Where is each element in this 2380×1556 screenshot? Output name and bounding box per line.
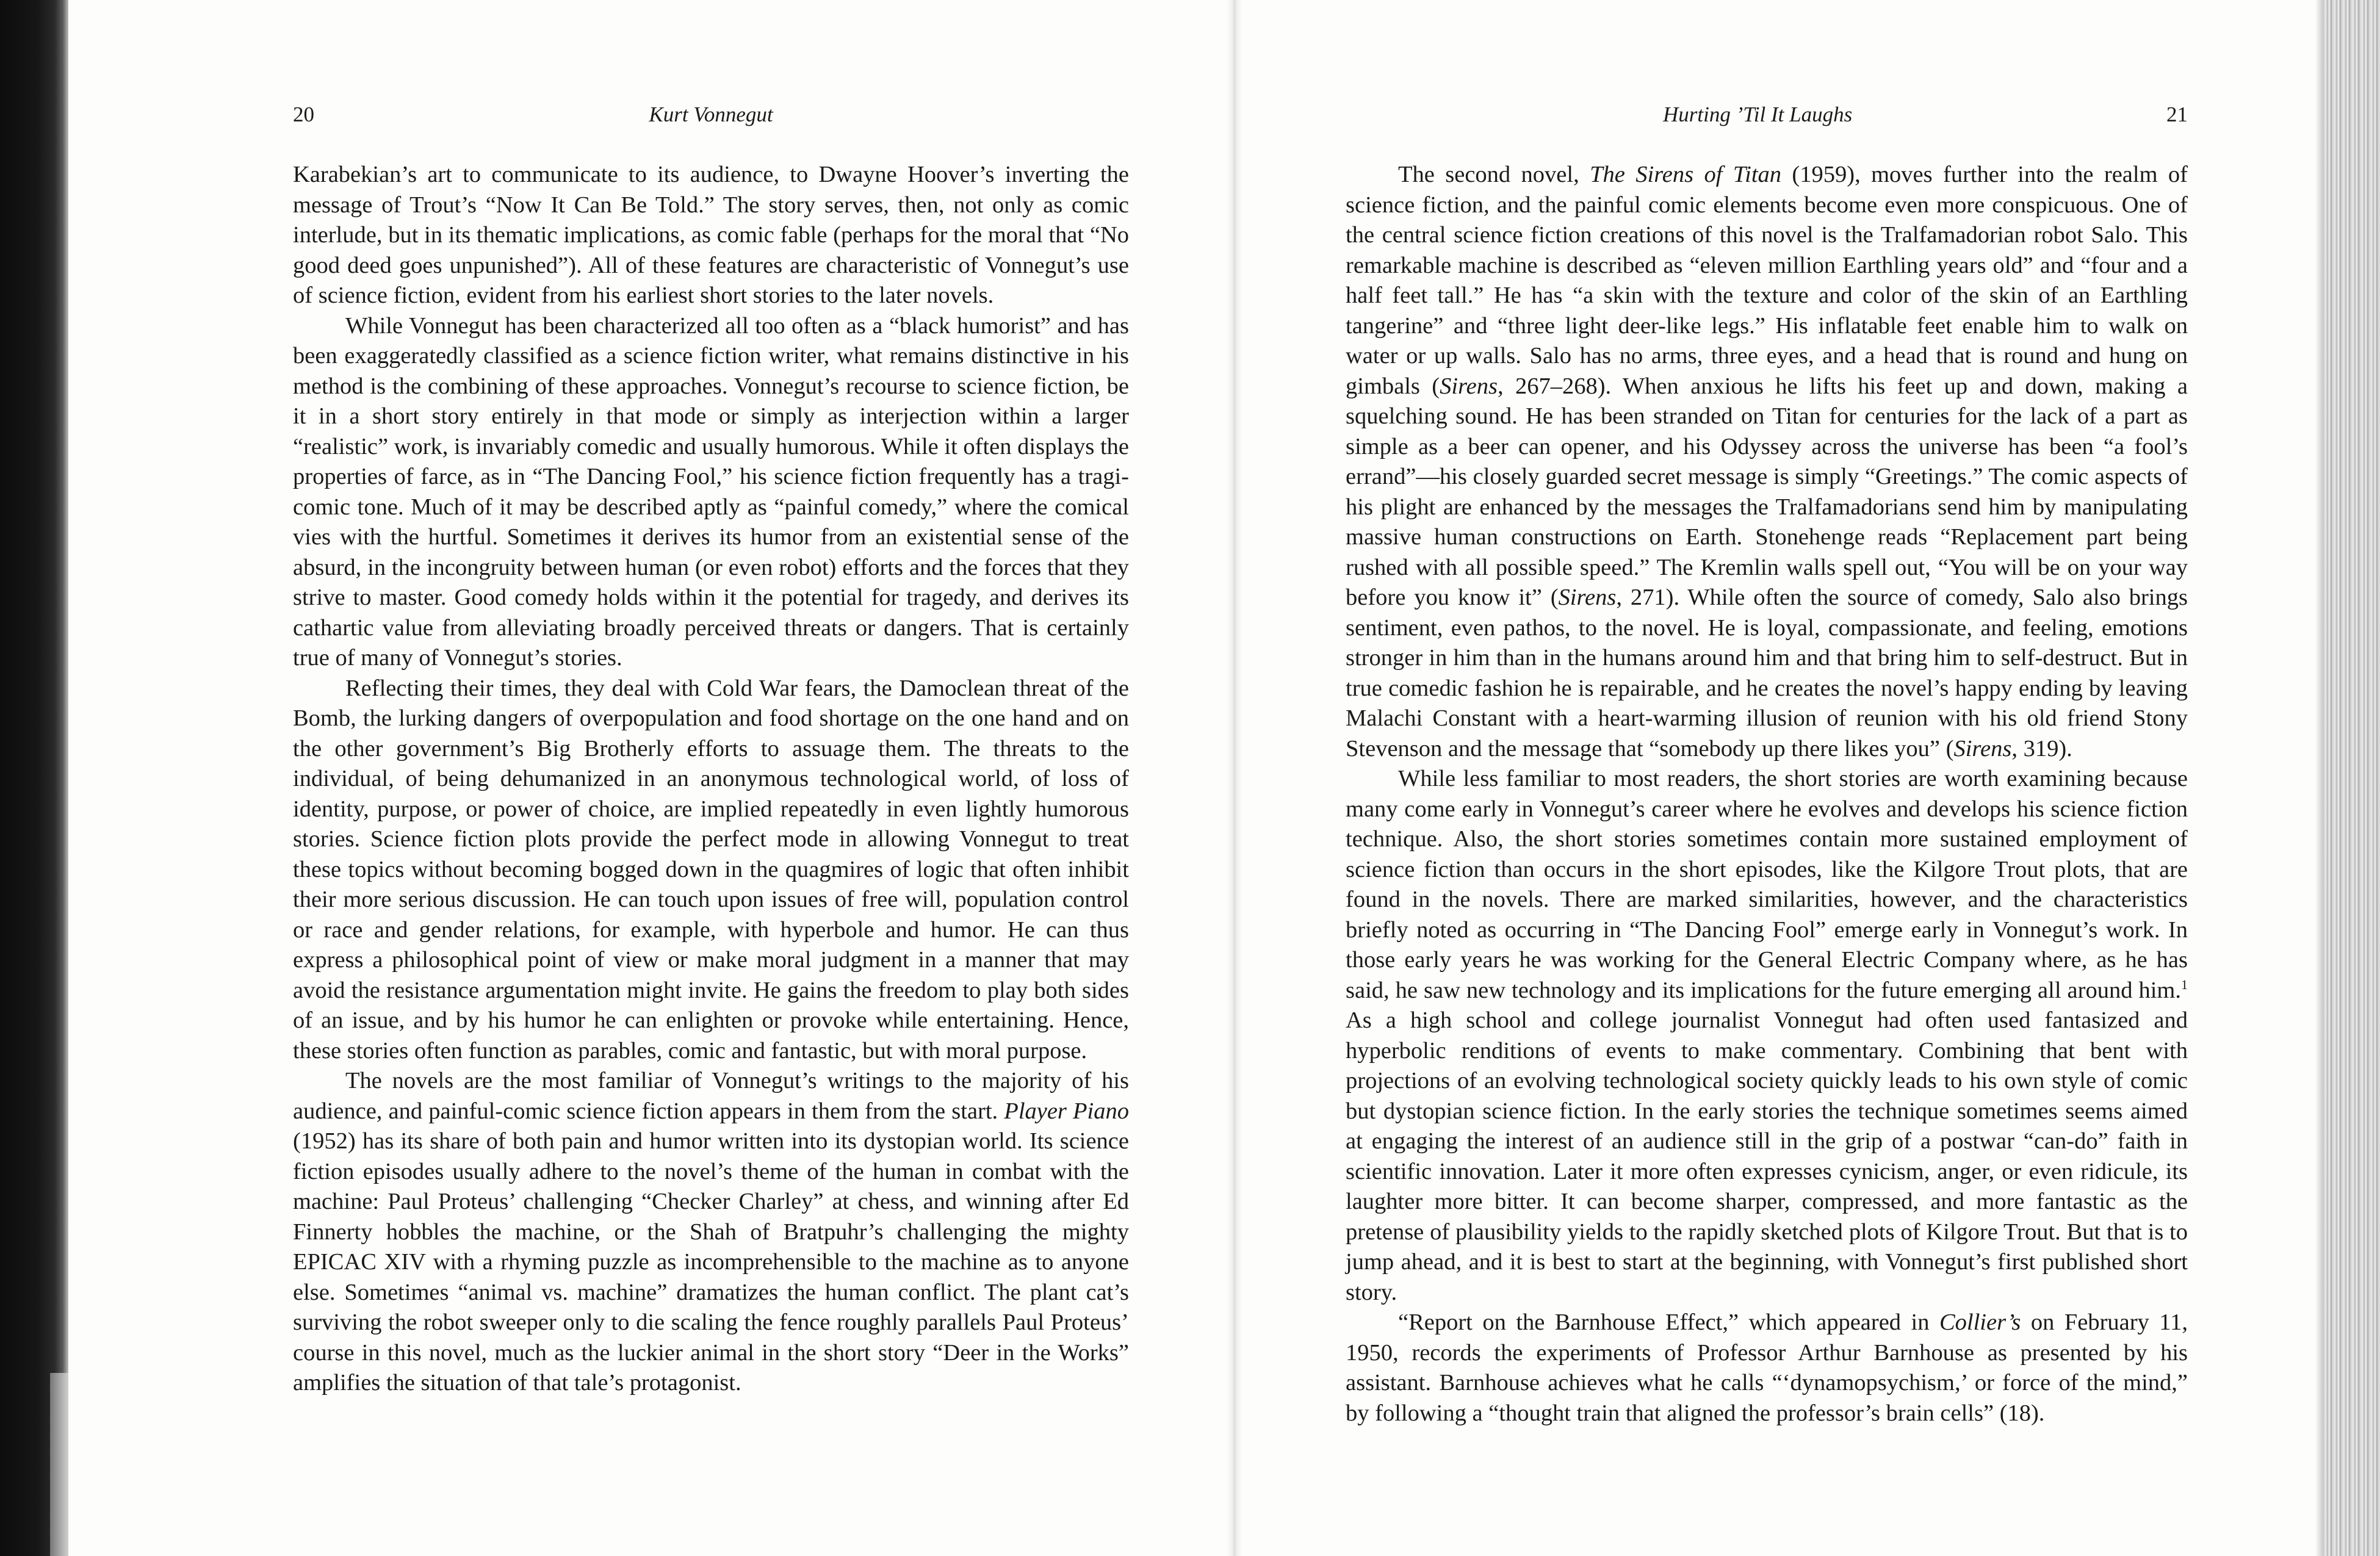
text-run: (1952) has its share of both pain and humor written into its dystopian world. Its science fiction episodes usually adhere to the novel’s theme of the human in combat with the machine: Paul Proteus’ challenging “Checker Charley” at chess, and winning after Ed Finnerty hobbles the machine, or the Shah of Bratpuhr’s challenging the mighty EPICAC XIV with a rhyming puzzle as incomprehensible to the machine as to anyone else. Sometimes “animal vs. machine” dramatizes the human conflict. The plant cat’s surviving the robot sweeper only to die scaling the fence roughly parallels Paul Proteus’ course in this novel, much as the luckier animal in the short story “Deer in the Works” amplifies the situation of that tale’s protagonist. xyxy=(293,1128,1129,1396)
right-paragraph xyxy=(1346,160,2188,764)
right-running-title: Hurting ’Til It Laughs xyxy=(1663,103,1853,126)
book-gutter xyxy=(1227,0,1242,1556)
text-run: on February 11, 1950, records the experiments of Professor Arthur Barnhouse as presented by his assistant. Barnhouse achieves what he calls “‘dynamopsychism,’ or force of the mind,” by following a “thought train that aligned the professor’s brain cells” (18). xyxy=(1346,1309,2188,1426)
right-page-number: 21 xyxy=(2166,103,2188,126)
right-running-head xyxy=(1346,103,2188,133)
italic-title: Player Piano xyxy=(1004,1098,1129,1124)
text-run: The novels are the most familiar of Vonnegut’s writings to the majority of his audience, and painful-comic science fiction appears in them from the start. xyxy=(293,1068,1129,1124)
text-run: , 267–268). When anxious he lifts his feet up and down, making a squelching sound. He has been stranded on Titan for centuries for the lack of a part as simple as a beer can opener, and his Odyssey across the universe has been “a fool’s errand”—his closely guarded secret message is simply “Greetings.” The comic aspects of his plight are enhanced by the messages the Tralfamadorians send him by manipulating massive human constructions on Earth. Stonehenge reads “Replacement part being rushed with all possible speed.” The Kremlin walls spell out, “You will be on your way before you know it” ( xyxy=(1346,373,2188,610)
right-body-text xyxy=(1346,160,2188,1428)
text-run: The second novel, xyxy=(1398,162,1590,187)
right-paragraph xyxy=(1346,1308,2188,1428)
left-body-text xyxy=(293,160,1129,1399)
footnote-marker: 1 xyxy=(2181,976,2188,992)
italic-title: Collier’s xyxy=(1939,1309,2021,1335)
left-running-head xyxy=(293,103,1129,133)
left-paragraph: While Vonnegut has been characterized all too often as a “black humorist” and has been exaggeratedly classified as a science fiction writer, what remains distinctive in his method is the combining of these approaches. Vonnegut’s recourse to science fiction, be it in a short story entirely in that mode or simply as interjection within a larger “realistic” work, is invariably comedic and usually humorous. While it often displays the properties of farce, as in “The Dancing Fool,” his science fiction frequently has a tragi-comic tone. Much of it may be described aptly as “painful comedy,” where the comical vies with the hurtful. Sometimes it derives its humor from an existential sense of the absurd, in the incongruity between human (or even robot) efforts and the forces that they strive to master. Good comedy holds within it the potential for tragedy, and derives its cathartic value from alleviating broadly perceived threats or dangers. That is certainly true of many of Vonnegut’s stories. xyxy=(293,312,1129,671)
left-paragraph xyxy=(293,1066,1129,1399)
page-stack-edge-right xyxy=(2324,0,2380,1556)
left-running-title: Kurt Vonnegut xyxy=(649,103,773,126)
text-run: “Report on the Barnhouse Effect,” which appeared in xyxy=(1398,1309,1939,1335)
left-page xyxy=(293,0,1129,1556)
text-run: , 271). While often the source of comedy, Salo also brings sentiment, even pathos, to the novel. He is loyal, compassionate, and feeling, emotions stronger in him than in the humans around him and that bring him to self-destruct. But in true comedic fashion he is repairable, and he creates the novel’s happy ending by leaving Malachi Constant with a heart-warming illusion of reunion with his old friend Stony Stevenson and the message that “somebody up there likes you” ( xyxy=(1346,585,2188,762)
left-paragraph: Reflecting their times, they deal with Cold War fears, the Damoclean threat of the Bomb, the lurking dangers of overpopulation and food shortage on the one hand and on the other government’s Big Brotherly efforts to assuage them. The threats to the individual, of being dehumanized in an anonymous technological world, of loss of identity, purpose, or power of choice, are implied repeatedly in even lightly humorous stories. Science fiction plots provide the perfect mode in allowing Vonnegut to treat these topics without becoming bogged down in the quagmires of logic that often inhibit their more serious discussion. He can touch upon issues of free will, population control or race and gender relations, for example, with hyperbole and humor. He can thus express a philosophical point of view or make moral judgment in a manner that may avoid the resistance argumentation might invite. He gains the freedom to play both sides of an issue, and by his humor he can enlighten or provoke while entertaining. Hence, these stories often function as parables, comic and fantastic, but with moral purpose. xyxy=(293,675,1129,1064)
text-run: As a high school and college journalist Vonnegut had often used fantasized and hyperbolic renditions of events to make commentary. Combining that bent with projections of an evolving technological society quickly leads to his own style of comic but dystopian science fiction. In the early stories the technique sometimes seems aimed at engaging the interest of an audience still in the grip of a postwar “can-do” faith in scientific innovation. Later it more often expresses cynicism, anger, or even ridicule, its laughter more bitter. It can become sharper, compressed, and more fantastic as the pretense of plausibility yields to the rapidly sketched plots of Kilgore Trout. But that is to jump ahead, and it is best to start at the beginning, with Vonnegut’s first published short story. xyxy=(1346,1007,2188,1305)
text-run: While less familiar to most readers, the short stories are worth examining because many come early in Vonnegut’s career where he evolves and develops his science fiction technique. Also, the short stories sometimes contain more sustained employment of science fiction than occurs in the short episodes, like the Kilgore Trout plots, that are found in the novels. There are marked similarities, however, and the characteristics briefly noted as occurring in “The Dancing Fool” emerge early in Vonnegut’s work. In those early years he was working for the General Electric Company where, as he has said, he saw new technology and its implications for the future emerging all around him. xyxy=(1346,766,2188,1003)
right-page xyxy=(1346,0,2188,1556)
text-run: (1959), moves further into the realm of science fiction, and the painful comic elements become even more conspicuous. One of the central science fiction creations of this novel is the Tralfamadorian robot Salo. This remarkable machine is described as “eleven million Earthling years old” and “four and a half feet tall.” He has “a skin with the texture and color of the skin of an Earthling tangerine” and “three light deer-like legs.” His inflatable feet enable him to walk on water or up walls. Salo has no arms, three eyes, and a head that is round and hung on gimbals ( xyxy=(1346,162,2188,399)
italic-citation: Sirens xyxy=(1953,735,2012,762)
text-run: , 319). xyxy=(2011,735,2072,762)
left-page-number: 20 xyxy=(293,103,314,126)
italic-citation: Sirens xyxy=(1440,373,1498,399)
scan-edge-left xyxy=(0,0,68,1556)
left-paragraph: Karabekian’s art to communicate to its audience, to Dwayne Hoover’s inverting the message of Trout’s “Now It Can Be Told.” The story serves, then, not only as comic interlude, but in its thematic implications, as comic fable (perhaps for the moral that “No good deed goes unpunished”). All of these features are characteristic of Vonnegut’s use of science fiction, evident from his earliest short stories to the later novels. xyxy=(293,162,1129,308)
right-paragraph xyxy=(1346,764,2188,1308)
italic-citation: Sirens xyxy=(1558,585,1617,610)
italic-title: The Sirens of Titan xyxy=(1590,162,1782,187)
